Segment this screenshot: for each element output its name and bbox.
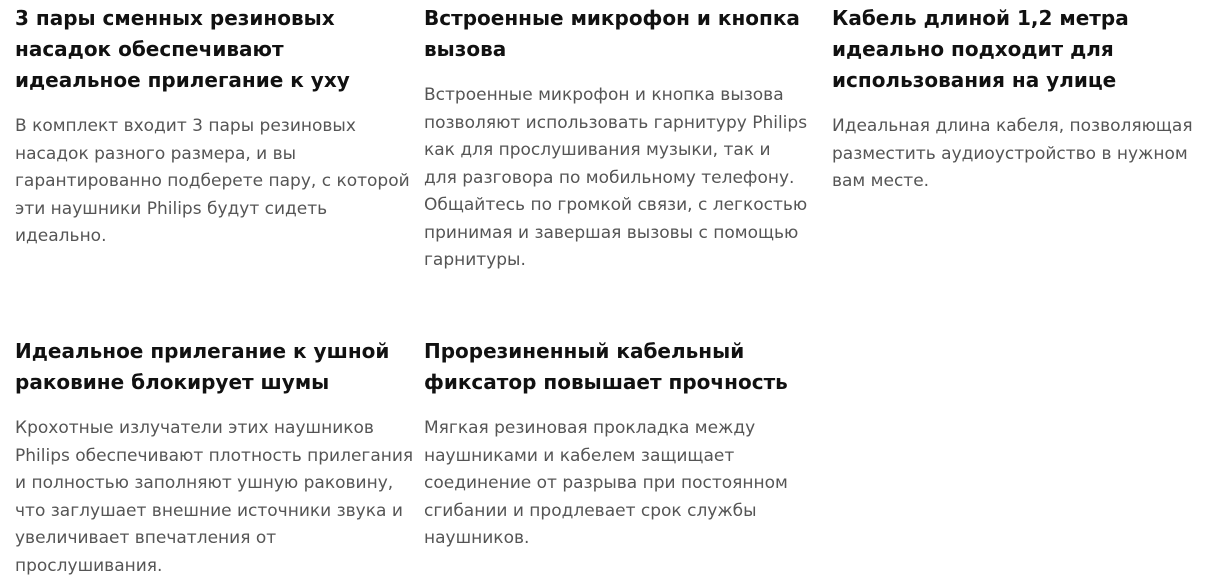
- feature-title: Встроенные микрофон и кнопка вызова: [424, 6, 800, 61]
- feature-description: Встроенные микрофон и кнопка вызова позволяют использовать гарнитуру Philips как для прослушивания музыки, так и для разговора по мобильному телефону. Общайтесь по громкой связи, с легкостью принимая и завершая вызовы с помощью гарнитуры.: [424, 85, 808, 270]
- feature-cable-length: [832, 3, 1212, 196]
- feature-description: Мягкая резиновая прокладка между наушниками и кабелем защищает соединение от разрыва при постоянном сгибании и продлевает срок службы наушников.: [424, 418, 788, 548]
- feature-cable-relief: [424, 336, 808, 553]
- feature-ear-tips: [15, 3, 415, 251]
- feature-title: Идеальное прилегание к ушной раковине блокирует шумы: [15, 339, 390, 394]
- feature-title: 3 пары сменных резиновых насадок обеспечивают идеальное прилегание к уху: [15, 6, 350, 92]
- feature-description: В комплект входит 3 пары резиновых насадок разного размера, и вы гарантированно подберете пару, с которой эти наушники Philips будут сидеть идеально.: [15, 116, 410, 246]
- feature-microphone: [424, 3, 808, 275]
- feature-description: Крохотные излучатели этих наушников Philips обеспечивают плотность прилегания и полностью заполняют ушную раковину, что заглушает внешние источники звука и увеличивает впечатления от прослушивания.: [15, 418, 414, 576]
- feature-noise-isolation: [15, 336, 415, 580]
- feature-title: Кабель длиной 1,2 метра идеально подходит для использования на улице: [832, 6, 1129, 92]
- feature-title: Прорезиненный кабельный фиксатор повышает прочность: [424, 339, 788, 394]
- feature-description: Идеальная длина кабеля, позволяющая разместить аудиоустройство в нужном вам месте.: [832, 116, 1193, 191]
